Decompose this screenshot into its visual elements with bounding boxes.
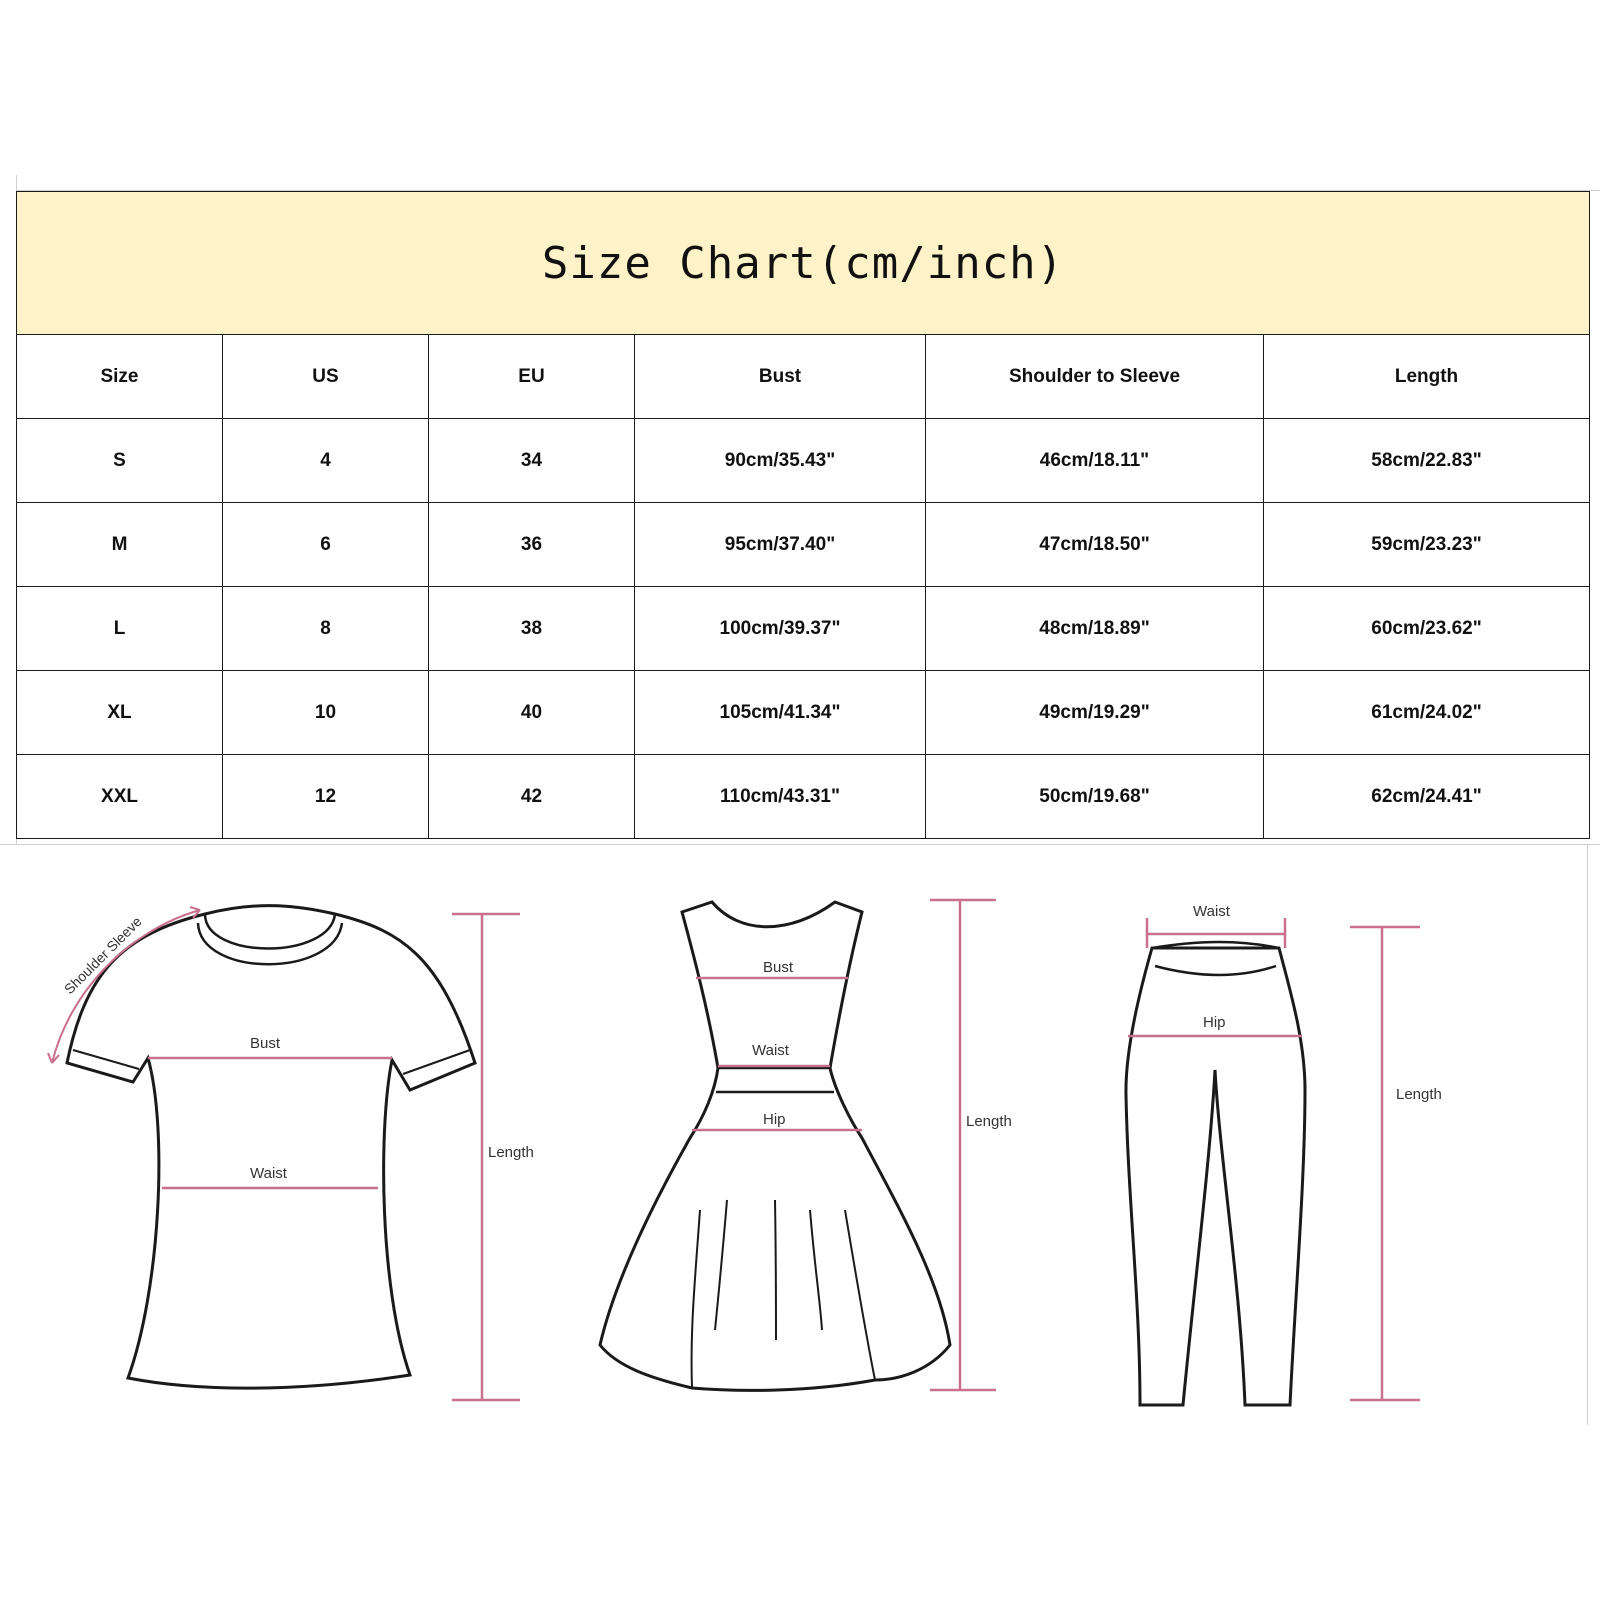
tshirt-shoulder-label: Shoulder Sleeve — [60, 913, 145, 998]
cell-size: M — [17, 503, 223, 587]
table-row — [17, 587, 1590, 671]
cell-shoulder-to-sleeve: 48cm/18.89" — [926, 587, 1264, 671]
cell-length: 62cm/24.41" — [1264, 755, 1590, 839]
cell-size: XXL — [17, 755, 223, 839]
dress-length-label: Length — [966, 1113, 1012, 1130]
cell-length: 59cm/23.23" — [1264, 503, 1590, 587]
tshirt-sleeve-hems — [73, 1050, 470, 1074]
tshirt-diagram — [48, 906, 534, 1400]
size-chart-title: Size Chart(cm/inch) — [17, 192, 1590, 335]
pants-waist-label: Waist — [1193, 903, 1230, 920]
pants-length-label: Length — [1396, 1086, 1442, 1103]
table-row — [17, 671, 1590, 755]
dress-hip-label: Hip — [763, 1111, 786, 1128]
cell-eu: 36 — [429, 503, 635, 587]
tshirt-waist-label: Waist — [250, 1165, 287, 1182]
dress-skirt-folds — [692, 1200, 875, 1388]
title-row — [17, 192, 1590, 335]
dress-waistband — [716, 1068, 834, 1092]
cell-length: 61cm/24.02" — [1264, 671, 1590, 755]
table-row — [17, 503, 1590, 587]
size-chart-table — [16, 191, 1590, 839]
column-header-bust: Bust — [635, 335, 926, 419]
column-header-eu: EU — [429, 335, 635, 419]
cell-length: 58cm/22.83" — [1264, 419, 1590, 503]
cell-us: 4 — [223, 419, 429, 503]
cell-us: 8 — [223, 587, 429, 671]
cell-shoulder-to-sleeve: 47cm/18.50" — [926, 503, 1264, 587]
cell-eu: 38 — [429, 587, 635, 671]
cell-eu: 42 — [429, 755, 635, 839]
cell-bust: 90cm/35.43" — [635, 419, 926, 503]
cell-size: L — [17, 587, 223, 671]
column-header-size: Size — [17, 335, 223, 419]
table-row — [17, 755, 1590, 839]
tshirt-length-label: Length — [488, 1144, 534, 1161]
cell-eu: 34 — [429, 419, 635, 503]
dress-waist-label: Waist — [752, 1042, 789, 1059]
cell-length: 60cm/23.62" — [1264, 587, 1590, 671]
tshirt-collar — [198, 914, 342, 964]
cell-bust: 105cm/41.34" — [635, 671, 926, 755]
cell-bust: 100cm/39.37" — [635, 587, 926, 671]
cell-shoulder-to-sleeve: 46cm/18.11" — [926, 419, 1264, 503]
column-header-us: US — [223, 335, 429, 419]
garment-diagrams — [0, 870, 1600, 1430]
cell-size: S — [17, 419, 223, 503]
cell-us: 10 — [223, 671, 429, 755]
cell-shoulder-to-sleeve: 50cm/19.68" — [926, 755, 1264, 839]
column-header-length: Length — [1264, 335, 1590, 419]
pants-diagram — [1126, 903, 1442, 1405]
cell-us: 12 — [223, 755, 429, 839]
cell-shoulder-to-sleeve: 49cm/19.29" — [926, 671, 1264, 755]
header-row — [17, 335, 1590, 419]
pants-length-line — [1350, 927, 1420, 1400]
cell-us: 6 — [223, 503, 429, 587]
dress-bust-label: Bust — [763, 959, 794, 976]
bottom-rule — [0, 844, 1600, 845]
pants-waist-measure — [1147, 918, 1285, 948]
cell-bust: 110cm/43.31" — [635, 755, 926, 839]
pants-hip-label: Hip — [1203, 1014, 1226, 1031]
cell-size: XL — [17, 671, 223, 755]
dress-length-line — [930, 900, 996, 1390]
table-row — [17, 419, 1590, 503]
column-header-shoulder-to-sleeve: Shoulder to Sleeve — [926, 335, 1264, 419]
dress-diagram — [600, 900, 1012, 1390]
tshirt-outline — [67, 906, 475, 1389]
tshirt-bust-label: Bust — [250, 1035, 281, 1052]
cell-bust: 95cm/37.40" — [635, 503, 926, 587]
cell-eu: 40 — [429, 671, 635, 755]
